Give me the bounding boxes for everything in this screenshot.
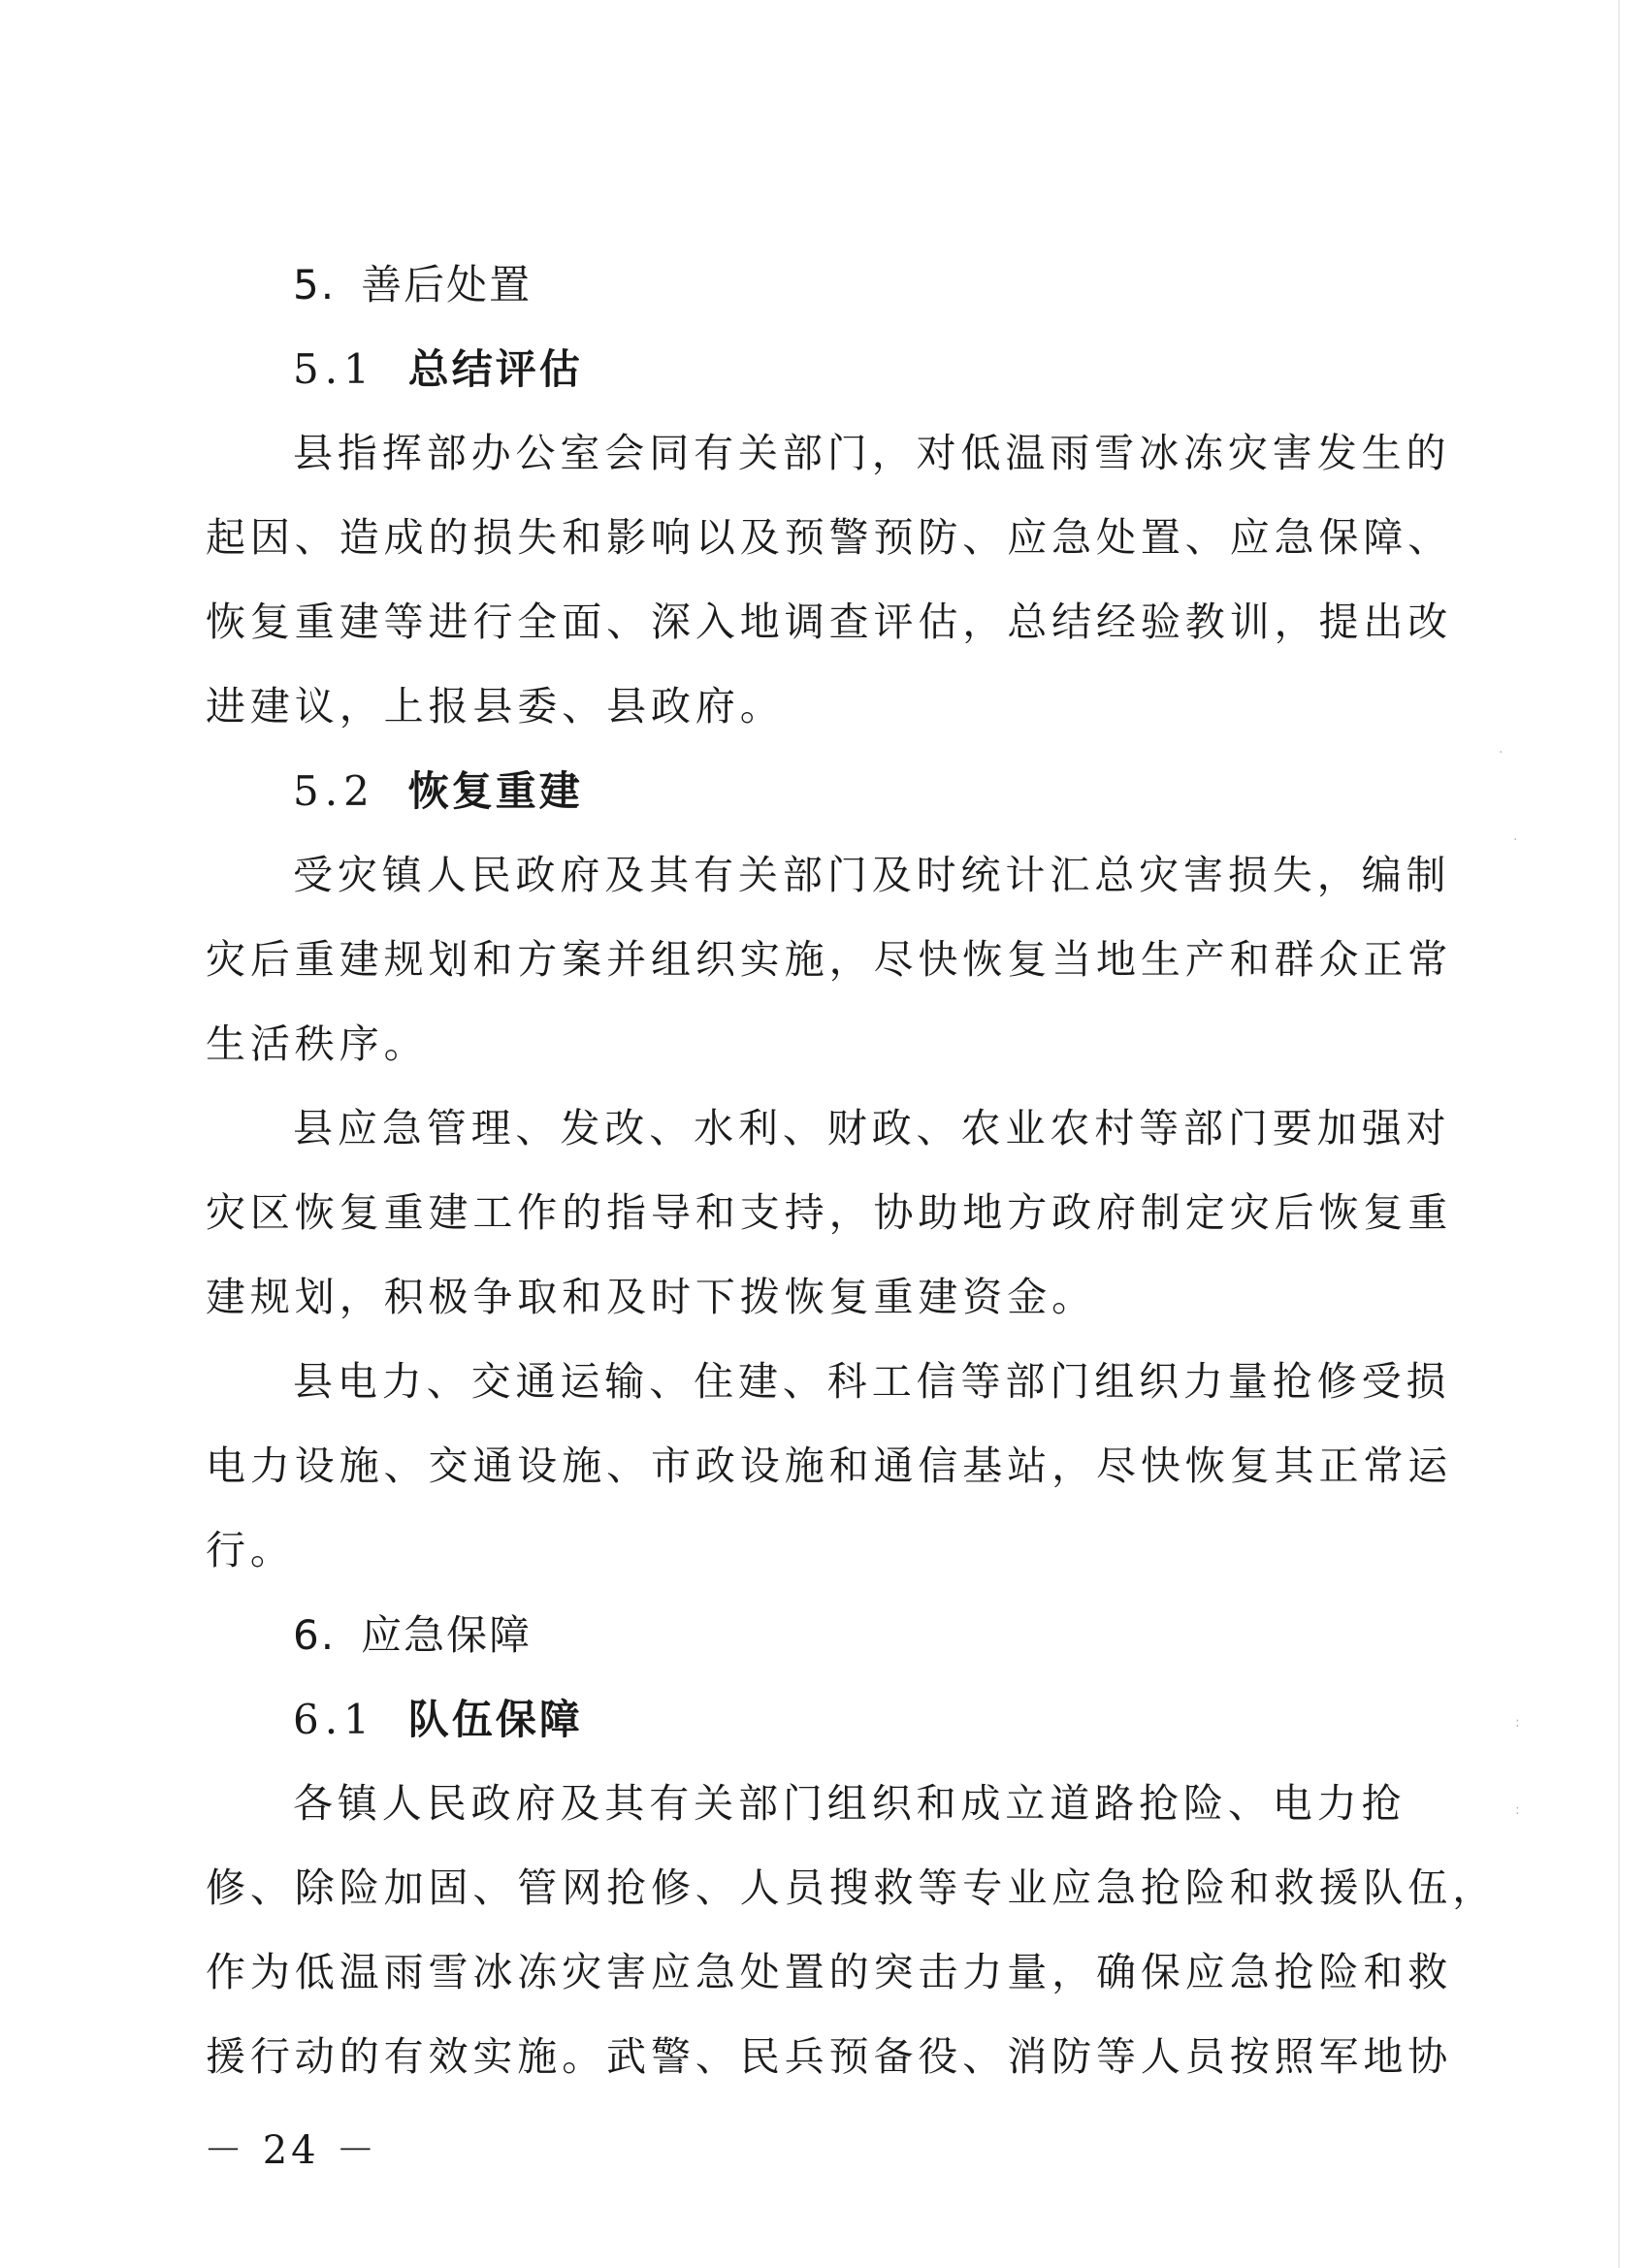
paragraph-line: 受灾镇人民政府及其有关部门及时统计汇总灾害损失，编制 — [293, 852, 1451, 898]
paragraph-line: 行。 — [206, 1527, 295, 1573]
subsection-number: 5.1 — [293, 345, 375, 393]
paragraph-line: 进建议，上报县委、县政府。 — [206, 683, 785, 729]
subsection-title: 队伍保障 — [407, 1696, 583, 1743]
subsection-heading-6-1 — [206, 1677, 1434, 1762]
section-number: 6. — [293, 1611, 337, 1659]
scan-speck: : — [1515, 1802, 1520, 1818]
subsection-heading-5-1 — [206, 327, 1434, 411]
paragraph-line: 建规划，积极争取和及时下拨恢复重建资金。 — [206, 1274, 1096, 1320]
section-title: 应急保障 — [361, 1611, 533, 1659]
section-number: 5. — [293, 261, 337, 308]
paragraph-line: 灾后重建规划和方案并组织实施，尽快恢复当地生产和群众正常 — [206, 936, 1453, 983]
scan-edge — [1618, 0, 1620, 2268]
scan-speck: · — [1499, 745, 1504, 761]
paragraph-line: 各镇人民政府及其有关部门组织和成立道路抢险、电力抢 — [293, 1780, 1406, 1827]
page-number: － 24 － — [204, 2128, 379, 2173]
paragraph-line: 灾区恢复重建工作的指导和支持，协助地方政府制定灾后恢复重 — [206, 1189, 1453, 1236]
paragraph-line: 县电力、交通运输、住建、科工信等部门组织力量抢修受损 — [293, 1358, 1451, 1405]
section-title: 善后处置 — [361, 261, 533, 308]
subsection-title: 恢复重建 — [407, 767, 583, 815]
paragraph-line: 起因、造成的损失和影响以及预警预防、应急处置、应急保障、 — [206, 514, 1453, 561]
paragraph-line: 作为低温雨雪冰冻灾害应急处置的突击力量，确保应急抢险和救 — [206, 1949, 1453, 1995]
subsection-title: 总结评估 — [407, 345, 583, 393]
paragraph-line: 恢复重建等进行全面、深入地调查评估，总结经验教训，提出改 — [206, 599, 1453, 645]
subsection-number: 6.1 — [293, 1696, 375, 1743]
paragraph-line: 县指挥部办公室会同有关部门，对低温雨雪冰冻灾害发生的 — [293, 430, 1451, 476]
document-body — [206, 243, 1498, 2099]
scan-speck: : — [1515, 1715, 1520, 1731]
subsection-number: 5.2 — [293, 767, 375, 815]
paragraph-line: 生活秩序。 — [206, 1021, 429, 1067]
paragraph-line: 县应急管理、发改、水利、财政、农业农村等部门要加强对 — [293, 1105, 1451, 1151]
subsection-heading-5-2 — [206, 749, 1434, 833]
paragraph-line: 电力设施、交通设施、市政设施和通信基站，尽快恢复其正常运 — [206, 1442, 1453, 1489]
scan-speck: · — [1513, 832, 1518, 848]
section-heading-6 — [206, 1593, 1434, 1677]
section-heading-5 — [206, 243, 1434, 327]
paragraph-line: 援行动的有效实施。武警、民兵预备役、消防等人员按照军地协 — [206, 2033, 1453, 2080]
paragraph-line: 修、除险加固、管网抢修、人员搜救等专业应急抢险和救援队伍， — [206, 1864, 1498, 1911]
